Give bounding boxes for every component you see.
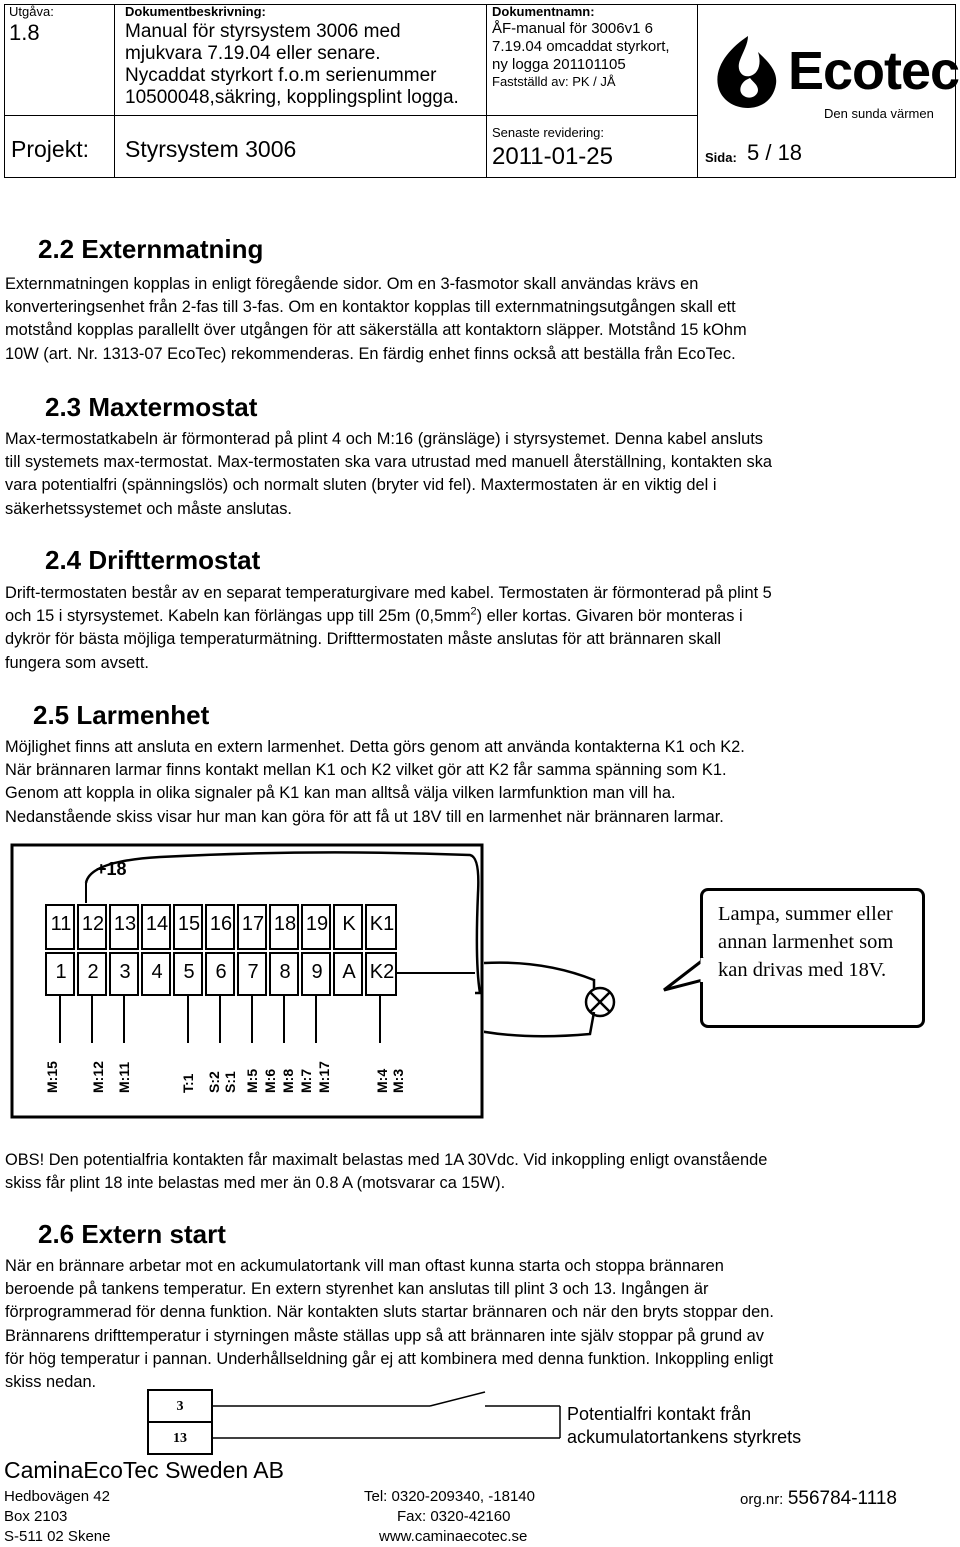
- footer-tel: Tel: 0320-209340, -18140: [364, 1488, 535, 1505]
- footer-address: Hedbovägen 42 Box 2103 S-511 02 Skene: [4, 1488, 111, 1545]
- larmenhet-schematic: [10, 843, 484, 1119]
- senaste-revidering-label: Senaste revidering:: [492, 125, 605, 140]
- supply-label: +18: [96, 859, 127, 879]
- heading-drifttermostat: 2.4 Drifttermostat: [45, 545, 261, 575]
- terminal-label: 19: [305, 913, 329, 935]
- terminal-label: 7: [247, 961, 259, 983]
- header-divider: [486, 115, 697, 116]
- terminal-label: 2: [87, 961, 99, 983]
- dokumentbeskrivning-value: Manual för styrsystem 3006 med mjukvara 7.19.04 eller senare. Nycaddat styrkort f.o.m serienummer 10500048,säkring, kopplingsplint logga.: [125, 21, 459, 108]
- wire-label: S:1: [222, 1071, 238, 1093]
- wire-label: T:1: [180, 1073, 196, 1093]
- utgava-value: 1.8: [9, 20, 40, 45]
- switch-contact: [430, 1392, 485, 1406]
- terminal-label: K1: [369, 913, 395, 935]
- wire-label: M:6: [262, 1068, 278, 1093]
- heading-extern-start: 2.6 Extern start: [38, 1219, 226, 1249]
- terminal-label: K2: [369, 961, 395, 983]
- paragraph-drifttermostat: Drift-termostaten består av en separat temperaturgivare med kabel. Termostaten är förmonterad på plint 5 och 15 i styrsystemet. Kabeln kan förlängas upp till 25m $(0,5mm^2)$ eller kortas. Givaren bör monteras i dykrör för bästa möjliga temperaturmätning. Drifttermostaten måste anslutas för att brännaren skall fungera som avsett.: [5, 584, 772, 672]
- wire-label: M:7: [298, 1068, 314, 1093]
- footer-fax: Fax: 0320-42160: [397, 1508, 511, 1525]
- dokumentnamn-value: ÅF-manual för 3006v1 6 7.19.04 omcaddat styrkort, ny logga 201101105: [492, 20, 670, 73]
- header-divider: [114, 5, 115, 177]
- terminal-label: 6: [215, 961, 227, 983]
- footer-web: www.caminaecotec.se: [379, 1528, 528, 1545]
- header-divider: [114, 115, 486, 116]
- header-divider: [5, 115, 114, 116]
- header-divider: [486, 5, 487, 177]
- utgava-label: Utgåva:: [9, 4, 54, 19]
- sida-value: 5 / 18: [747, 140, 803, 165]
- callout-text: Lampa, summer eller annan larmenhet som kan drivas med 18V.: [718, 903, 894, 981]
- heading-maxtermostat: 2.3 Maxtermostat: [45, 392, 258, 422]
- wire-label: M:17: [316, 1061, 332, 1093]
- sida-label: Sida:: [705, 150, 737, 165]
- callout-pointer: [660, 950, 704, 1000]
- senaste-revidering-value: 2011-01-25: [492, 143, 613, 170]
- terminal-label: 12: [81, 913, 105, 935]
- terminal-label: K: [342, 913, 356, 935]
- terminal-label: 15: [177, 913, 201, 935]
- terminal-label: 4: [151, 961, 163, 983]
- ecotec-tagline: Den sunda värmen: [824, 106, 934, 121]
- dokumentnamn-label: Dokumentnamn:: [492, 4, 595, 19]
- footer-company: CaminaEcoTec Sweden AB: [4, 1457, 284, 1483]
- terminal-label: 16: [209, 913, 233, 935]
- terminal-label: 3: [119, 961, 131, 983]
- ecotec-wordmark: Ecotec: [788, 41, 960, 101]
- terminal-label: 17: [241, 913, 265, 935]
- terminal-label: 9: [311, 961, 323, 983]
- terminal-label: 1: [55, 961, 67, 983]
- header-divider: [697, 5, 698, 177]
- projekt-label: Projekt:: [11, 136, 89, 162]
- wire-label: S:2: [206, 1071, 222, 1093]
- paragraph-obs: OBS! Den potentialfria kontakten får maximalt belastas med 1A 30Vdc. Vid inkoppling enligt ovanstående skiss får plint 18 inte belastas med mer än 0.8 A (motsvarar ca 15W).: [5, 1151, 768, 1193]
- wire-label: M:4: [374, 1068, 390, 1093]
- wire-label: M:8: [280, 1068, 296, 1093]
- terminal-label: 8: [279, 961, 291, 983]
- projekt-value: Styrsystem 3006: [125, 136, 297, 162]
- heading-externmatning: 2.2 Externmatning: [38, 234, 264, 264]
- wire-label: M:11: [116, 1061, 132, 1093]
- footer-orgnr: org.nr: 556784-1118: [740, 1488, 897, 1509]
- terminal-label: 11: [50, 913, 72, 935]
- wire-label: M:15: [44, 1061, 60, 1093]
- terminal-label: 14: [145, 913, 169, 935]
- paragraph-maxtermostat: Max-termostatkabeln är förmonterad på plint 4 och M:16 (gränsläge) i styrsystemet. Denna kabel ansluts till systemets max-termostat. Max-termostaten ska vara utrustad med manuell återställning, kontakten ska vara potentialfri (spänningslös) och normalt sluten (bryter vid fel). Maxtermostaten är en viktig del i säkerhetssystemet och måste anslutas.: [5, 430, 773, 518]
- faststalld-av: Fastställd av: PK / JÅ: [492, 74, 616, 89]
- terminal-label: 13: [113, 913, 137, 935]
- paragraph-larmenhet: Möjlighet finns att ansluta en extern larmenhet. Detta görs genom att använda kontakterna K1 och K2. När brännaren larmar finns kontakt mellan K1 och K2 vilket gör att K2 får samma spänning som K1. Genom att koppla in olika signaler på K1 kan man alltså välja vilken larmfunktion man vill ha. Nedanstående skiss visar hur man kan göra för att få ut 18V till en larmenhet när brännaren larmar.: [5, 738, 745, 826]
- terminal-label: A: [342, 961, 356, 983]
- wire-label: M:5: [244, 1068, 260, 1093]
- paragraph-externmatning: Externmatningen kopplas in enligt föregående sidor. Om en 3-fasmotor skall användas krävs en konverteringsenhet från 2-fas till 3-fas. Om en kontaktor kopplas till externmatningsutgången skall ett motstånd kopplas parallellt över utgången för att säkerställa att kontaktorn släpper. Motstånd 15 kOhm 10W (art. Nr. 1313-07 EcoTec) rekommenderas. En färdig enhet finns också att beställa från EcoTec.: [5, 275, 747, 363]
- terminal-label: 18: [273, 913, 297, 935]
- terminal-label: 5: [183, 961, 195, 983]
- terminal-13-label: 13: [173, 1431, 187, 1446]
- wire-label: M:3: [390, 1068, 406, 1093]
- contact-description: Potentialfri kontakt från ackumulatortankens styrkrets: [567, 1403, 927, 1449]
- heading-larmenhet: 2.5 Larmenhet: [33, 700, 210, 730]
- wire-label: M:12: [90, 1061, 106, 1093]
- terminal-3-label: 3: [176, 1399, 184, 1414]
- paragraph-extern-start: När en brännare arbetar mot en ackumulatortank vill man oftast kunna starta och stoppa brännaren beroende på tankens temperatur. En extern styrenhet kan anslutas till plint 3 och 13. Ingången är förprogrammerad för denna funktion. När kontakten sluts startar brännaren och när den bryts stoppar den. Brännarens drifttemperatur i styrningen måste ställas upp så att brännaren inte själv stoppar på grund av för hög temperatur i pannan. Underhållseldning går ej att kombinera med denna funktion. Inkoppling enligt skiss nedan.: [5, 1257, 774, 1392]
- ecotec-logo: [700, 22, 960, 127]
- dokumentbeskrivning-label: Dokumentbeskrivning:: [125, 4, 266, 19]
